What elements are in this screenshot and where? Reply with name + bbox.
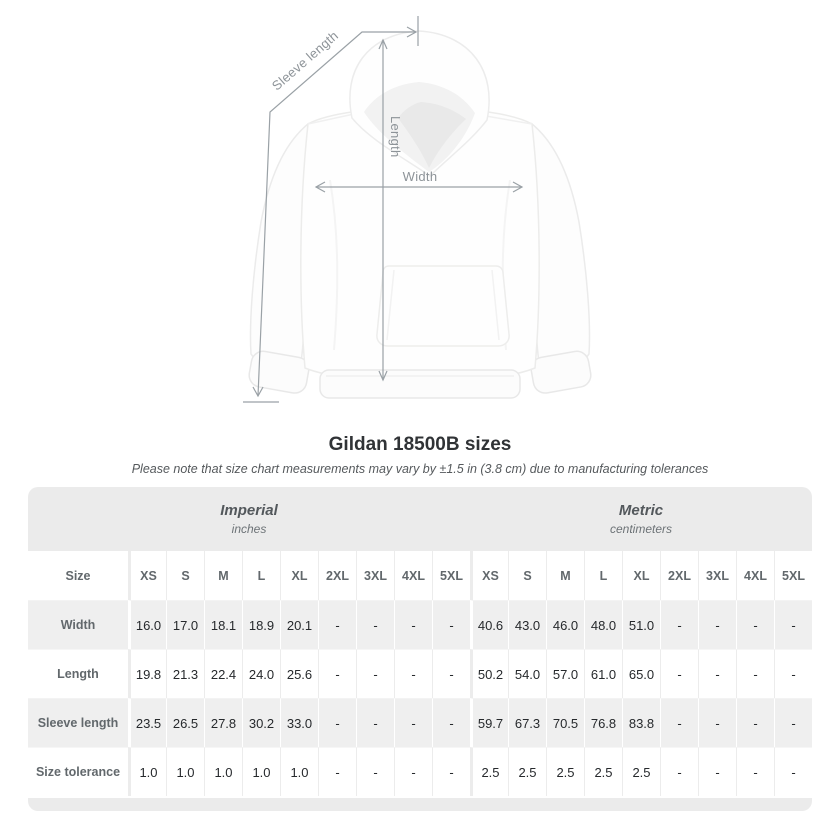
cell: 65.0 [622,649,660,698]
cell: - [318,600,356,649]
size-col-metric-l: L [584,551,622,600]
hoodie-pocket [377,266,509,346]
table-row [28,747,812,796]
cell: 2.5 [584,747,622,796]
cell: - [698,698,736,747]
metric-section-unit: centimeters [609,522,673,537]
cell: - [698,649,736,698]
cell: - [660,747,698,796]
cell: - [394,747,432,796]
size-col-imperial-xl: XL [280,551,318,600]
width-label: Width [402,169,438,184]
size-header-row [28,551,812,600]
cell: 46.0 [546,600,584,649]
cell: 2.5 [622,747,660,796]
cell: 25.6 [280,649,318,698]
cell: 1.0 [280,747,318,796]
cell: 18.9 [242,600,280,649]
cell: - [356,649,394,698]
cell: - [774,698,812,747]
cell: 17.0 [166,600,204,649]
cell: 57.0 [546,649,584,698]
size-col-imperial-m: M [204,551,242,600]
cell: 50.2 [470,649,508,698]
cell: 23.5 [128,698,166,747]
cell: 30.2 [242,698,280,747]
cell: - [774,649,812,698]
cell: 40.6 [470,600,508,649]
footer-strip-row [28,796,812,811]
page-title: Gildan 18500B sizes [328,434,512,455]
metric-section-title: Metric [618,502,664,520]
cell: - [736,649,774,698]
cell: 2.5 [508,747,546,796]
row-label: Size tolerance [28,747,128,796]
size-col-imperial-2xl: 2XL [318,551,356,600]
cell: 70.5 [546,698,584,747]
cell: 1.0 [128,747,166,796]
size-chart-table [28,487,812,811]
size-col-metric-xl: XL [622,551,660,600]
size-col-metric-3xl: 3XL [698,551,736,600]
cell: - [356,747,394,796]
cell: - [736,698,774,747]
cell: 33.0 [280,698,318,747]
cell: - [660,649,698,698]
size-col-metric-m: M [546,551,584,600]
row-label: Sleeve length [28,698,128,747]
cell: - [318,747,356,796]
cell: 21.3 [166,649,204,698]
table-row [28,698,812,747]
cell: - [318,698,356,747]
size-col-imperial-3xl: 3XL [356,551,394,600]
cell: - [318,649,356,698]
size-col-imperial-l: L [242,551,280,600]
cell: 76.8 [584,698,622,747]
cell: 24.0 [242,649,280,698]
row-label: Width [28,600,128,649]
cell: 54.0 [508,649,546,698]
cell: 20.1 [280,600,318,649]
cell: 2.5 [546,747,584,796]
imperial-section-title: Imperial [220,502,278,520]
size-column-header: Size [28,551,128,600]
imperial-section-unit: inches [231,522,267,537]
size-col-imperial-s: S [166,551,204,600]
size-col-imperial-5xl: 5XL [432,551,470,600]
cell: 22.4 [204,649,242,698]
cell: 51.0 [622,600,660,649]
cell: - [736,747,774,796]
section-header-row [28,487,812,551]
hoodie-waistband [320,370,520,398]
cell: 1.0 [242,747,280,796]
cell: - [774,600,812,649]
cell: - [660,698,698,747]
cell: 61.0 [584,649,622,698]
size-col-metric-xs: XS [470,551,508,600]
cell: - [432,600,470,649]
size-col-metric-4xl: 4XL [736,551,774,600]
cell: 16.0 [128,600,166,649]
cell: 18.1 [204,600,242,649]
imperial-section-header [28,487,470,551]
cell: - [432,649,470,698]
cell: - [356,698,394,747]
cell: - [432,698,470,747]
cell: - [660,600,698,649]
size-col-imperial-xs: XS [128,551,166,600]
size-col-metric-5xl: 5XL [774,551,812,600]
size-col-metric-s: S [508,551,546,600]
length-label: Length [388,116,403,158]
row-label: Length [28,649,128,698]
cell: 26.5 [166,698,204,747]
size-col-imperial-4xl: 4XL [394,551,432,600]
sleeve-length-label: Sleeve length [268,27,342,94]
cell: - [736,600,774,649]
cell: 1.0 [204,747,242,796]
tolerance-note: Please note that size chart measurements may vary by ±1.5 in (3.8 cm) due to manufacturing tolerances [131,461,709,476]
cell: 59.7 [470,698,508,747]
cell: - [394,698,432,747]
size-col-metric-2xl: 2XL [660,551,698,600]
cell: - [698,600,736,649]
cell: - [774,747,812,796]
cell: 48.0 [584,600,622,649]
cell: 43.0 [508,600,546,649]
cell: 19.8 [128,649,166,698]
cell: 1.0 [166,747,204,796]
table-row [28,649,812,698]
cell: - [394,649,432,698]
metric-section-header [470,487,812,551]
table-row [28,600,812,649]
cell: 67.3 [508,698,546,747]
cell: - [356,600,394,649]
cell: 27.8 [204,698,242,747]
cell: - [698,747,736,796]
footer-strip [28,796,812,811]
cell: 2.5 [470,747,508,796]
cell: 83.8 [622,698,660,747]
cell: - [394,600,432,649]
cell: - [432,747,470,796]
